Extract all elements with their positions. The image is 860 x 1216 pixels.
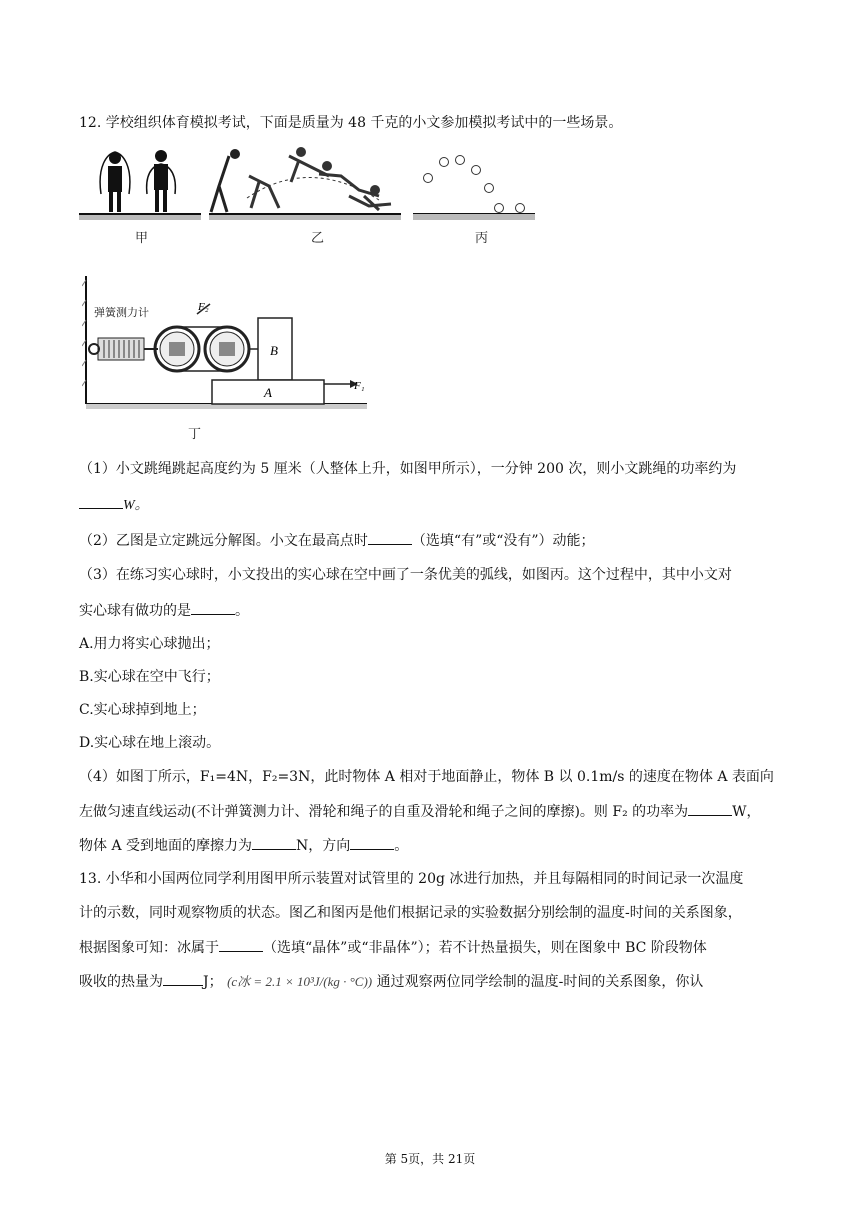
figure-ding bbox=[82, 276, 372, 446]
option-d: D.实心球在地上滚动。 bbox=[79, 735, 221, 751]
label-spring-meter: 弹簧测力计 bbox=[94, 306, 149, 319]
answer-blank[interactable] bbox=[219, 937, 263, 952]
option-b: B.实心球在空中飞行； bbox=[79, 669, 220, 685]
answer-blank[interactable] bbox=[252, 835, 296, 850]
q12-part1-line2: W。 bbox=[79, 494, 149, 516]
label-bing: 丙 bbox=[475, 231, 489, 246]
label-ding: 丁 bbox=[188, 427, 202, 442]
q13-line3: 根据图象可知：冰属于 （选填“晶体”或“非晶体”）；若不计热量损失，则在图象中 BC 阶段物体 bbox=[79, 937, 707, 958]
option-c: C.实心球掉到地上； bbox=[79, 702, 206, 718]
label-yi: 乙 bbox=[311, 231, 325, 246]
answer-blank[interactable] bbox=[350, 835, 394, 850]
answer-blank[interactable] bbox=[79, 494, 123, 509]
page-footer: 第 5页，共 21页 bbox=[384, 1152, 476, 1166]
label-f1: F₁ bbox=[354, 380, 365, 392]
q12-part4-line3: 物体 A 受到地面的摩擦力为 N，方向 。 bbox=[79, 835, 408, 856]
ice-specific-heat-formula: (c冰 = 2.1 × 10³J/(kg · °C)) bbox=[227, 974, 373, 989]
answer-blank[interactable] bbox=[191, 600, 235, 615]
q13-line1: 13. 小华和小国两位同学利用图甲所示装置对试管里的 20g 冰进行加热，并且每隔相同的时间记录一次温度 bbox=[79, 871, 744, 887]
figure-yi bbox=[209, 147, 401, 246]
q12-part4-line1: （4）如图丁所示，F₁=4N，F₂=3N，此时物体 A 相对于地面静止，物体 B 以 0.1m/s 的速度在物体 A 表面向 bbox=[79, 769, 774, 785]
q13-line2: 计的示数，同时观察物质的状态。图乙和图丙是他们根据记录的实验数据分别绘制的温度-时间的关系图象， bbox=[79, 905, 742, 921]
q12-part3-line2: 实心球有做功的是 。 bbox=[79, 600, 249, 621]
q12-part3-line1: （3）在练习实心球时，小文投出的实心球在空中画了一条优美的弧线，如图丙。这个过程中，其中小文对 bbox=[79, 567, 732, 583]
q12-part2: （2）乙图是立定跳远分解图。小文在最高点时 （选填“有”或“没有”）动能； bbox=[79, 530, 595, 551]
figure-bing bbox=[413, 156, 535, 247]
label-jia: 甲 bbox=[135, 231, 149, 246]
label-f2: F₂ bbox=[198, 301, 209, 313]
answer-blank[interactable] bbox=[368, 530, 412, 545]
q12-part4-line2: 左做匀速直线运动(不计弹簧测力计、滑轮和绳子的自重及滑轮和绳子之间的摩擦)。则 F₂ 的功率为 W， bbox=[79, 801, 761, 822]
answer-blank[interactable] bbox=[688, 801, 732, 816]
label-b: B bbox=[270, 343, 278, 358]
figure-row-jia-yi-bing bbox=[79, 146, 539, 250]
option-a: A.用力将实心球抛出； bbox=[79, 636, 220, 652]
q13-line4: 吸收的热量为 J； (c冰 = 2.1 × 10³J/(kg · °C)) 通过观察两位同学绘制的温度-时间的关系图象，你认 bbox=[79, 971, 703, 992]
q12-part1-line1: （1）小文跳绳跳起高度约为 5 厘米（人整体上升，如图甲所示），一分钟 200 次，则小文跳绳的功率约为 bbox=[79, 461, 737, 477]
label-a: A bbox=[264, 385, 272, 400]
answer-blank[interactable] bbox=[163, 971, 203, 986]
q12-stem: 12. 学校组织体育模拟考试，下面是质量为 48 千克的小文参加模拟考试中的一些场景。 bbox=[79, 115, 623, 131]
figure-jia bbox=[79, 150, 201, 246]
